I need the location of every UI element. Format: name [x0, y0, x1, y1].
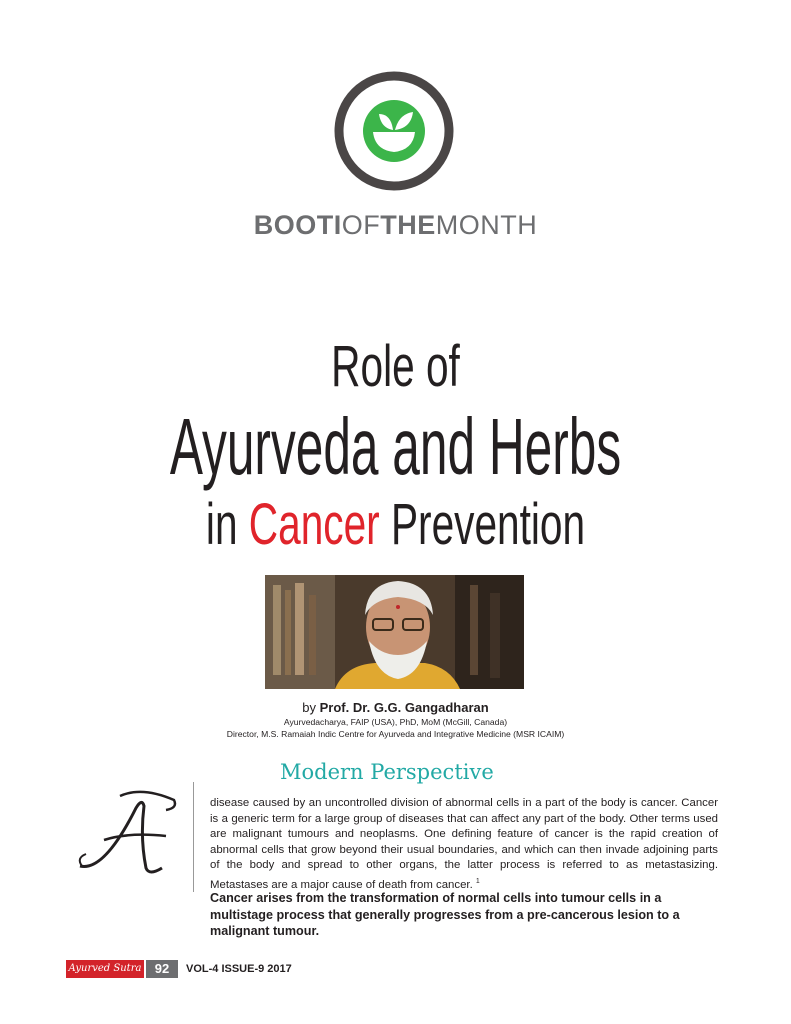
issue-info: VOL-4 ISSUE-9 2017: [186, 963, 292, 975]
title-line-3-pre: in: [205, 492, 249, 557]
author-photo: [265, 575, 524, 689]
title-line-3-post: Prevention: [379, 492, 586, 557]
footer-brand: Ayurved Sutra: [66, 960, 144, 978]
title-highlight: Cancer: [248, 492, 380, 557]
body-paragraph: [210, 796, 718, 893]
label-of: OF: [341, 210, 381, 240]
byline-by: by: [302, 700, 320, 715]
title-line-2: Ayurveda and Herbs: [169, 402, 622, 491]
booti-logo: [333, 70, 455, 192]
page-number: 92: [146, 960, 178, 978]
author-credentials-2: Director, M.S. Ramaiah Indic Centre for Ayurveda and Integrative Medicine (MSR ICAIM): [226, 729, 565, 739]
section-label: [0, 210, 791, 241]
dropcap-letter: [74, 788, 184, 878]
author-credentials-1: Ayurvedacharya, FAIP (USA), PhD, MoM (McGill, Canada): [283, 717, 508, 727]
author-name: Prof. Dr. G.G. Gangadharan: [319, 700, 489, 715]
title-line-1: Role of: [331, 334, 460, 399]
section-heading: Modern Perspective: [280, 760, 494, 784]
byline: [0, 700, 791, 715]
page-footer: [66, 960, 326, 978]
bold-paragraph: Cancer arises from the transformation of normal cells into tumour cells in a multistage process that generally progresses from a pre-cancerous lesion to a malignant tumour.: [210, 891, 680, 938]
dropcap-text: A: [114, 798, 156, 866]
label-month: MONTH: [435, 210, 538, 240]
footnote-ref: 1: [475, 877, 480, 885]
divider-line: [193, 782, 194, 892]
label-booti: BOOTI: [253, 210, 342, 240]
label-the: THE: [380, 210, 436, 240]
body-text: disease caused by an uncontrolled division of abnormal cells in a part of the body is cancer. Cancer is a generic term for a large group of diseases that can affect any part of the body. Other terms used are malignant tumours and neoplasms. One defining feature of cancer is the rapid creation of abnormal cells that grow beyond their usual boundaries, and which can then invade adjoining parts of the body and spread to other organs, the latter process is referred to as metastasizing. Metastases are a major cause of death from cancer.: [210, 797, 718, 891]
title-line-3: [119, 494, 673, 556]
